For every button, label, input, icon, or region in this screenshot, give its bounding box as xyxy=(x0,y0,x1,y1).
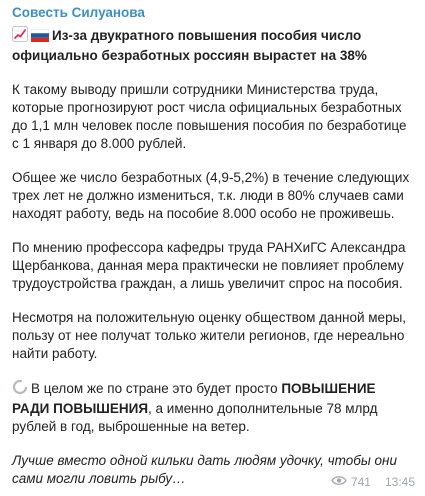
eye-icon xyxy=(331,475,351,489)
channel-name[interactable]: Совесть Силуанова xyxy=(12,5,145,20)
paragraph-3: По мнению профессора кафедры труда РАНХиГС Александра Щербанкова, данная мера практически не повлияет проблему трудоустройства граждан, а лишь увеличит спрос на пособия. xyxy=(12,240,406,291)
russia-flag-emoji-icon xyxy=(31,29,49,47)
paragraph-1: К такому выводу пришли сотрудники Министерства труда, которые прогнозируют рост числа официальных безработных до 1,1 млн человек после повышения пособия по безработице с 1 января до 8.000 рублей. xyxy=(12,82,407,151)
paragraph-2: Общее же число безработных (4,9-5,2%) в течение следующих трех лет не должно измениться, т.к. люди в 80% случаев сами находят работу, ведь на пособие 8.000 особо не проживешь. xyxy=(12,170,410,221)
headline-text: Из-за двукратного повышения пособия число официально безработных россиян вырастет на 38% xyxy=(12,28,367,63)
ring-emoji-icon xyxy=(12,379,28,400)
post-time: 13:45 xyxy=(384,475,415,489)
post-headline xyxy=(12,26,413,65)
summary-paragraph xyxy=(12,379,413,436)
view-count: 741 xyxy=(350,475,371,489)
post-meta xyxy=(331,475,415,489)
summary-prefix: В целом же по стране это будет просто xyxy=(31,381,282,396)
summary-bold: ПОВЫШЕНИЕ РАДИ ПОВЫШЕНИЯ xyxy=(12,381,376,416)
chart-up-emoji-icon xyxy=(12,26,28,47)
closing-line: Лучше вместо одной кильки дать людям удочку, чтобы они сами могли ловить рыбу… xyxy=(12,453,397,486)
paragraph-4: Несмотря на положительную оценку обществом данной меры, пользу от нее получат только жители регионов, где нереально найти работу. xyxy=(12,310,407,361)
summary-suffix: , а именно дополнительные 78 млрд рублей в год, выброшенные на ветер. xyxy=(12,401,378,434)
